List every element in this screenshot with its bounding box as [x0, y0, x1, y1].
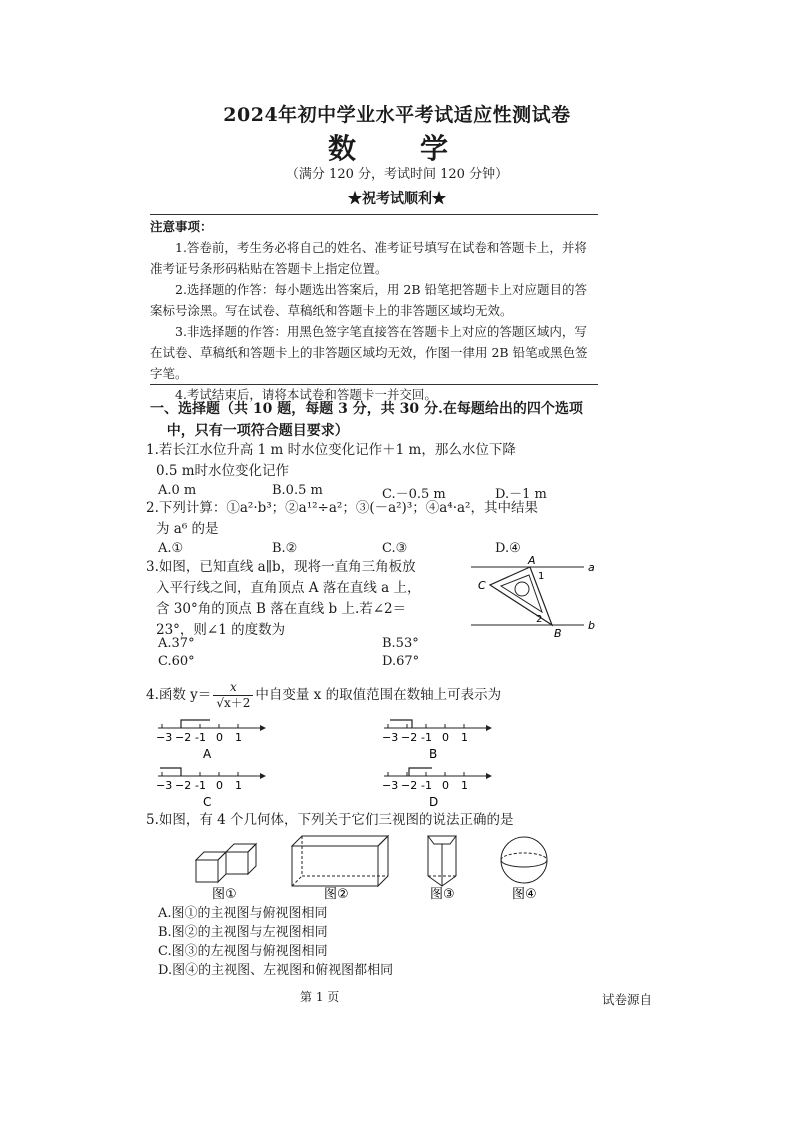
q3-stem-line1: 3.如图，已知直线 a∥b，现将一直角三角板放 [146, 559, 416, 575]
q3-stem-line2: 入平行线之间，直角顶点 A 落在直线 a 上， [156, 580, 421, 596]
number-line-d-caption: D [429, 795, 439, 809]
notice-bottom-rule [150, 384, 598, 385]
svg-text:1: 1 [461, 731, 468, 744]
q3-option-a[interactable]: A.37° [158, 636, 195, 651]
number-line-c-caption: C [203, 795, 212, 809]
q3-stem-line3: 含 30°角的顶点 B 落在直线 b 上.若∠2＝ [156, 601, 407, 617]
q1-stem-line1: 1.若长江水位升高 1 m 时水位变化记作＋1 m，那么水位下降 [146, 442, 516, 458]
svg-text:1: 1 [235, 731, 242, 744]
q3-stem-line4: 23°，则∠1 的度数为 [156, 622, 286, 638]
svg-text:-1: -1 [421, 731, 432, 744]
q1-option-a[interactable]: A.0 m [158, 483, 197, 498]
label-B: B [554, 627, 562, 640]
score-time-note: （满分 120 分，考试时间 120 分钟） [285, 167, 509, 182]
svg-text:-1: -1 [195, 779, 206, 792]
solid-triangular-prism [428, 836, 456, 886]
svg-text:0: 0 [216, 731, 223, 744]
notice-item-1: 1.答卷前，考生务必将自己的姓名、准考证号填写在试卷和答题卡上，并将准考证号条形码粘贴在答题卡上指定位置。 [150, 240, 587, 276]
q2-stem-line1: 2.下列计算：①a²·b³；②a¹²÷a²；③(－a²)³；④a⁴·a²，其中结果 [146, 500, 538, 516]
svg-text:0: 0 [442, 731, 449, 744]
q4-fraction [213, 680, 253, 711]
question-3 [146, 557, 466, 641]
section-heading-line2: 中，只有一项符合题目要求） [166, 423, 349, 439]
triangle-hole [515, 582, 529, 596]
svg-text:−3: −3 [156, 779, 173, 792]
number-line-c[interactable] [150, 762, 270, 810]
subject-title: 数 学 [327, 132, 466, 165]
fig1-caption: 图① [212, 887, 237, 902]
solid-cuboid [292, 836, 388, 886]
label-b: b [588, 619, 595, 632]
notice-item-3: 3.非选择题的作答：用黑色签字笔直接答在答题卡上对应的答题区域内，写在试卷、草稿纸和答题卡上的非答题区域均无效，作图一律用 2B 铅笔或黑色签字笔。 [150, 324, 588, 381]
page-number: 第 1 页 [300, 990, 340, 1004]
svg-text:1: 1 [461, 779, 468, 792]
svg-text:−2: −2 [175, 779, 192, 792]
fig3-caption: 图③ [430, 887, 455, 902]
q2-option-b[interactable]: B.② [272, 541, 298, 556]
q5-option-c[interactable]: C.图③的左视图与俯视图相同 [158, 944, 328, 959]
number-line-b-caption: B [429, 747, 438, 761]
question-1 [146, 440, 598, 482]
q2-option-a[interactable]: A.① [158, 541, 184, 556]
q3-option-d[interactable]: D.67° [382, 654, 420, 669]
label-a: a [588, 561, 595, 574]
section-heading-line1: 一、选择题（共 10 题，每题 3 分，共 30 分.在每题给出的四个选项 [150, 401, 583, 417]
q5-option-a[interactable]: A.图①的主视图与俯视图相同 [158, 906, 328, 921]
svg-text:1: 1 [235, 779, 242, 792]
q5-option-d[interactable]: D.图④的主视图、左视图和俯视图都相同 [158, 963, 394, 978]
svg-text:−2: −2 [401, 779, 418, 792]
notice-item-4: 4.考试结束后，请将本试卷和答题卡一并交回。 [175, 387, 437, 402]
q1-stem-line2: 0.5 m时水位变化记作 [156, 463, 290, 479]
q4-denominator: √x＋2 [216, 696, 251, 710]
solid-sphere [501, 837, 547, 883]
q3-figure [466, 555, 606, 645]
notice-item-2: 2.选择题的作答：每小题选出答案后，用 2B 铅笔把答题卡上对应题目的答案标号涂黑。写在试卷、草稿纸和答题卡上的非答题区域均无效。 [150, 282, 588, 318]
q1-option-d[interactable]: D.－1 m [495, 487, 547, 502]
svg-text:−3: −3 [382, 779, 399, 792]
svg-text:−2: −2 [401, 731, 418, 744]
label-C: C [478, 579, 486, 592]
fig4-caption: 图④ [512, 887, 537, 902]
q5-option-b[interactable]: B.图②的主视图与左视图相同 [158, 925, 328, 940]
good-luck-banner: ★祝考试顺利★ [348, 191, 446, 207]
number-line-b[interactable] [376, 714, 496, 762]
q3-option-c[interactable]: C.60° [158, 654, 195, 669]
notice-box [150, 216, 598, 405]
triangle-inner [501, 575, 542, 612]
q4-stem-post: 中自变量 x 的取值范围在数轴上可表示为 [255, 687, 502, 703]
number-line-a-caption: A [203, 747, 212, 761]
question-2 [146, 498, 598, 540]
svg-text:0: 0 [442, 779, 449, 792]
number-line-d[interactable] [376, 762, 496, 810]
q5-stem: 5.如图，有 4 个几何体，下列关于它们三视图的说法正确的是 [146, 812, 514, 828]
section-heading [150, 398, 598, 442]
question-4 [146, 680, 598, 711]
notice-top-rule [150, 214, 598, 215]
q4-numerator: x [213, 680, 253, 696]
label-angle-1: 1 [538, 571, 545, 582]
notice-title: 注意事项： [150, 219, 213, 234]
svg-text:-1: -1 [421, 779, 432, 792]
q2-stem-line2: 为 a⁶ 的是 [156, 521, 219, 537]
solid-two-cubes [196, 844, 256, 882]
q1-option-c[interactable]: C.－0.5 m [382, 487, 446, 502]
svg-text:−3: −3 [156, 731, 173, 744]
number-line-a[interactable] [150, 714, 270, 762]
q4-stem-pre: 4.函数 y＝ [146, 687, 212, 703]
source-note: 试卷源自 [602, 992, 653, 1007]
q1-option-b[interactable]: B.0.5 m [272, 483, 323, 498]
q3-option-b[interactable]: B.53° [382, 636, 419, 651]
q2-option-d[interactable]: D.④ [495, 541, 521, 556]
q5-figures [190, 832, 570, 904]
fig2-caption: 图② [324, 887, 349, 902]
svg-text:0: 0 [216, 779, 223, 792]
svg-text:−3: −3 [382, 731, 399, 744]
label-A: A [528, 555, 536, 567]
exam-title: 2024年初中学业水平考试适应性测试卷 [223, 104, 571, 126]
label-angle-2: 2 [536, 614, 543, 625]
svg-text:−2: −2 [175, 731, 192, 744]
q2-option-c[interactable]: C.③ [382, 541, 408, 556]
svg-text:-1: -1 [195, 731, 206, 744]
